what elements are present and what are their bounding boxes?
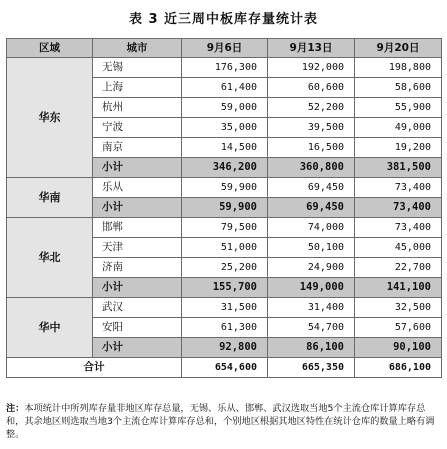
region-cell: 华中 [7, 298, 93, 358]
value-cell: 59,000 [182, 98, 268, 118]
total-value: 665,350 [268, 358, 355, 378]
value-cell: 49,000 [355, 118, 442, 138]
city-cell: 天津 [93, 238, 182, 258]
value-cell: 55,900 [355, 98, 442, 118]
footnote-prefix: 注： [6, 403, 25, 414]
value-cell: 59,900 [182, 178, 268, 198]
region-cell: 华南 [7, 178, 93, 218]
value-cell: 39,500 [268, 118, 355, 138]
total-label: 合计 [7, 358, 182, 378]
header-sep13: 9月13日 [268, 39, 355, 58]
value-cell: 19,200 [355, 138, 442, 158]
subtotal-value: 69,450 [268, 198, 355, 218]
footnote [6, 402, 442, 441]
value-cell: 25,200 [182, 258, 268, 278]
value-cell: 31,500 [182, 298, 268, 318]
footnote-text: 本项统计中所列库存量非地区库存总量，无锡、乐从、邯郸、武汉选取当地5个主流仓库计算库存总和，其余地区则选取当地3个主流仓库计算库存总和，个别地区根据其地区特性在统计仓库的数量上略有调整。 [6, 403, 435, 440]
table-row [7, 298, 442, 318]
city-cell: 乐从 [93, 178, 182, 198]
inventory-table [6, 38, 442, 378]
city-cell: 安阳 [93, 318, 182, 338]
value-cell: 24,900 [268, 258, 355, 278]
subtotal-label: 小计 [93, 278, 182, 298]
city-cell: 济南 [93, 258, 182, 278]
total-value: 686,100 [355, 358, 442, 378]
table-row [7, 58, 442, 78]
value-cell: 79,500 [182, 218, 268, 238]
value-cell: 45,000 [355, 238, 442, 258]
subtotal-value: 59,900 [182, 198, 268, 218]
value-cell: 61,400 [182, 78, 268, 98]
value-cell: 198,800 [355, 58, 442, 78]
table-row [7, 218, 442, 238]
value-cell: 16,500 [268, 138, 355, 158]
value-cell: 31,400 [268, 298, 355, 318]
city-cell: 邯郸 [93, 218, 182, 238]
city-cell: 无锡 [93, 58, 182, 78]
value-cell: 52,200 [268, 98, 355, 118]
value-cell: 57,600 [355, 318, 442, 338]
value-cell: 73,400 [355, 218, 442, 238]
value-cell: 51,000 [182, 238, 268, 258]
subtotal-value: 92,800 [182, 338, 268, 358]
value-cell: 14,500 [182, 138, 268, 158]
value-cell: 60,600 [268, 78, 355, 98]
header-sep20: 9月20日 [355, 39, 442, 58]
table-body [7, 58, 442, 378]
subtotal-value: 381,500 [355, 158, 442, 178]
value-cell: 176,300 [182, 58, 268, 78]
value-cell: 35,000 [182, 118, 268, 138]
value-cell: 192,000 [268, 58, 355, 78]
city-cell: 杭州 [93, 98, 182, 118]
subtotal-label: 小计 [93, 158, 182, 178]
value-cell: 73,400 [355, 178, 442, 198]
subtotal-label: 小计 [93, 198, 182, 218]
value-cell: 58,600 [355, 78, 442, 98]
value-cell: 32,500 [355, 298, 442, 318]
subtotal-value: 86,100 [268, 338, 355, 358]
header-city: 城市 [93, 39, 182, 58]
region-cell: 华北 [7, 218, 93, 298]
subtotal-value: 73,400 [355, 198, 442, 218]
table-title: 表 3 近三周中板库存量统计表 [128, 12, 319, 27]
value-cell: 54,700 [268, 318, 355, 338]
subtotal-value: 346,200 [182, 158, 268, 178]
total-row [7, 358, 442, 378]
subtotal-value: 149,000 [268, 278, 355, 298]
header-region: 区域 [7, 39, 93, 58]
city-cell: 武汉 [93, 298, 182, 318]
region-cell: 华东 [7, 58, 93, 178]
total-value: 654,600 [182, 358, 268, 378]
value-cell: 69,450 [268, 178, 355, 198]
value-cell: 22,700 [355, 258, 442, 278]
subtotal-value: 90,100 [355, 338, 442, 358]
subtotal-value: 141,100 [355, 278, 442, 298]
value-cell: 74,000 [268, 218, 355, 238]
subtotal-value: 360,800 [268, 158, 355, 178]
city-cell: 宁波 [93, 118, 182, 138]
table-row [7, 178, 442, 198]
subtotal-value: 155,700 [182, 278, 268, 298]
city-cell: 南京 [93, 138, 182, 158]
header-row [7, 39, 442, 58]
city-cell: 上海 [93, 78, 182, 98]
value-cell: 61,300 [182, 318, 268, 338]
subtotal-label: 小计 [93, 338, 182, 358]
value-cell: 50,100 [268, 238, 355, 258]
header-sep6: 9月6日 [182, 39, 268, 58]
